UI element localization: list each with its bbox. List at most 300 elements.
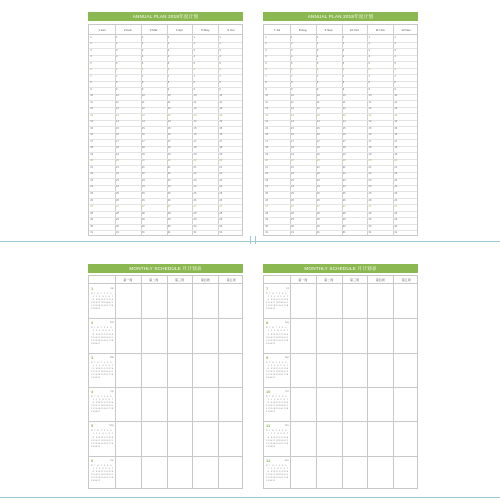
- day-number: 9: [90, 87, 92, 91]
- day-number: 29: [167, 218, 171, 222]
- day-number: 22: [141, 172, 145, 176]
- day-number: 15: [90, 126, 94, 130]
- month-name: Nov: [284, 424, 289, 428]
- mini-calendar-days: M T W T F S S 1 2 3 4 5 6 7 8 91011121314 15161718192021 22232425262728 293031: [266, 430, 289, 448]
- day-number: 16: [90, 133, 94, 137]
- day-number: 10: [141, 94, 145, 98]
- day-number: 13: [394, 113, 398, 117]
- day-number: 2: [342, 42, 345, 46]
- day-number: 10: [167, 94, 171, 98]
- day-number: 9: [193, 87, 195, 91]
- day-number: 8: [116, 81, 118, 85]
- day-number: 18: [219, 146, 223, 150]
- day-number: 9: [265, 87, 267, 91]
- day-number: 30: [167, 224, 171, 228]
- day-number: 13: [167, 113, 171, 117]
- month-name: Dec: [284, 458, 289, 462]
- day-number: 4: [342, 55, 345, 59]
- day-number: 31: [193, 231, 197, 235]
- day-number: 16: [116, 133, 119, 137]
- day-number: 24: [342, 185, 346, 189]
- day-number: 9: [167, 87, 170, 91]
- mini-calendar-days: M T W T F S S 1 2 3 4 5 6 7 8 91011121314 15161718192021 22232425262728 293031: [266, 396, 289, 414]
- month-column-header: 2 Feb: [123, 28, 132, 32]
- day-number: 1: [116, 35, 118, 39]
- day-number: 30: [219, 224, 223, 228]
- day-number: 15: [394, 126, 398, 130]
- day-number: 8: [265, 81, 267, 85]
- day-number: 9: [219, 87, 221, 91]
- day-number: 14: [265, 120, 269, 124]
- day-number: 22: [193, 172, 197, 176]
- day-number: 27: [265, 205, 269, 209]
- day-number: 16: [394, 133, 398, 137]
- day-number: 4: [265, 55, 267, 59]
- day-number: 8: [316, 81, 319, 85]
- day-number: 20: [141, 159, 145, 163]
- day-number: 26: [90, 198, 94, 202]
- day-number: 4: [193, 55, 195, 59]
- week-column-header: 第五周: [226, 278, 236, 282]
- day-number: 4: [394, 55, 396, 59]
- day-number: 22: [342, 172, 346, 176]
- day-number: 15: [219, 126, 223, 130]
- day-number: 11: [291, 100, 294, 104]
- day-number: 24: [316, 185, 320, 189]
- day-number: 5: [291, 61, 293, 65]
- day-number: 5: [116, 61, 118, 65]
- day-number: 1: [316, 35, 319, 39]
- day-number: 12: [291, 107, 294, 111]
- day-number: 31: [141, 231, 145, 235]
- day-number: 16: [316, 133, 320, 137]
- mini-calendar: [266, 424, 289, 449]
- day-number: 15: [342, 126, 346, 130]
- day-number: 16: [141, 133, 145, 137]
- day-number: 20: [316, 159, 320, 163]
- day-number: 5: [316, 61, 319, 65]
- day-number: 27: [291, 205, 294, 209]
- day-number: 4: [368, 55, 370, 59]
- day-number: 20: [368, 159, 372, 163]
- day-number: 7: [167, 74, 170, 78]
- day-number: 15: [141, 126, 145, 130]
- month-number: 11: [266, 423, 271, 429]
- day-number: 20: [394, 159, 398, 163]
- day-number: 2: [90, 42, 92, 46]
- day-number: 26: [141, 198, 145, 202]
- day-number: 2: [141, 42, 144, 46]
- day-number: 29: [342, 218, 346, 222]
- day-number: 13: [141, 113, 145, 117]
- day-number: 14: [219, 120, 223, 124]
- day-number: 12: [219, 107, 223, 111]
- monthly-schedule-title: MONTHLY SCHEDULE 月计划表: [263, 264, 418, 273]
- page-bottom-rule: [0, 497, 500, 498]
- day-number: 29: [141, 218, 145, 222]
- day-number: 16: [193, 133, 197, 137]
- day-number: 31: [368, 231, 372, 235]
- day-number: 12: [316, 107, 320, 111]
- day-number: 21: [368, 165, 372, 169]
- day-number: 26: [265, 198, 269, 202]
- day-number: 12: [90, 107, 94, 111]
- day-number: 15: [116, 126, 119, 130]
- day-number: 28: [90, 211, 94, 215]
- day-number: 25: [116, 191, 119, 195]
- day-number: 13: [265, 113, 269, 117]
- day-number: 9: [394, 87, 396, 91]
- day-number: 11: [193, 100, 197, 104]
- day-number: 15: [193, 126, 197, 130]
- day-number: 26: [219, 198, 223, 202]
- annual-plan-title: ANNUAL PLAN 2018年度计划: [263, 12, 418, 21]
- day-number: 30: [394, 224, 398, 228]
- day-number: 27: [219, 205, 223, 209]
- mini-calendar-days: M T W T F S S 1 2 3 4 5 6 7 8 91011121314 15161718192021 22232425262728 293031: [91, 464, 114, 483]
- mini-calendar: [91, 321, 114, 346]
- mini-calendar: [266, 321, 289, 346]
- day-number: 7: [316, 74, 319, 78]
- day-number: 10: [342, 94, 346, 98]
- day-number: 20: [219, 159, 223, 163]
- day-number: 5: [342, 61, 345, 65]
- day-number: 27: [368, 205, 372, 209]
- month-column-header: 1 Jan: [98, 28, 106, 32]
- day-number: 23: [368, 178, 372, 182]
- day-number: 11: [90, 100, 93, 104]
- day-number: 19: [193, 152, 197, 156]
- day-number: 9: [141, 87, 144, 91]
- day-number: 25: [316, 191, 320, 195]
- day-number: 23: [265, 178, 269, 182]
- annual-plan-page-left: [83, 4, 248, 243]
- day-number: 3: [394, 48, 396, 52]
- day-number: 8: [394, 81, 396, 85]
- day-number: 20: [342, 159, 346, 163]
- day-number: 6: [291, 68, 293, 72]
- day-number: 25: [193, 191, 197, 195]
- day-number: 17: [394, 139, 398, 143]
- day-number: 22: [167, 172, 171, 176]
- day-number: 8: [90, 81, 92, 85]
- month-column-header: 10 Oct: [349, 28, 359, 32]
- day-number: 5: [368, 61, 370, 65]
- mini-calendar: [91, 459, 114, 484]
- week-column-header: 第三周: [349, 278, 359, 282]
- row-rule: [264, 318, 417, 319]
- monthly-table: [263, 275, 418, 489]
- day-number: 24: [265, 185, 269, 189]
- day-number: 3: [342, 48, 345, 52]
- day-number: 4: [291, 55, 293, 59]
- day-number: 23: [394, 178, 398, 182]
- day-number: 14: [116, 120, 119, 124]
- day-number: 6: [394, 68, 396, 72]
- day-number: 18: [394, 146, 398, 150]
- monthly-schedule-page-right: [258, 259, 423, 496]
- annual-plan-title: ANNUAL PLAN 2018年度计划: [88, 12, 243, 21]
- day-number: 6: [368, 68, 370, 72]
- day-number: 2: [368, 42, 370, 46]
- month-number: 1: [91, 286, 94, 291]
- day-number: 14: [342, 120, 346, 124]
- day-number: 11: [368, 100, 372, 104]
- week-column-header: 第一周: [123, 278, 133, 282]
- day-number: 17: [219, 139, 223, 143]
- day-number: 5: [193, 61, 195, 65]
- week-column-header: 第四周: [375, 278, 385, 282]
- day-number: 28: [219, 211, 223, 215]
- day-number: 2: [167, 42, 170, 46]
- day-number: 9: [116, 87, 118, 91]
- day-number: 7: [265, 74, 267, 78]
- day-number: 7: [342, 74, 345, 78]
- day-number: 17: [167, 139, 171, 143]
- month-name: Oct: [285, 390, 289, 393]
- page-divider-mark: [255, 236, 259, 244]
- day-number: 4: [167, 55, 170, 59]
- day-number: 17: [316, 139, 320, 143]
- day-number: 30: [193, 224, 197, 228]
- day-number: 13: [90, 113, 94, 117]
- day-number: 14: [368, 120, 372, 124]
- day-number: 2: [291, 42, 293, 46]
- day-number: 1: [141, 35, 144, 39]
- day-number: 20: [193, 159, 197, 163]
- day-number: 23: [193, 178, 197, 182]
- month-number: 3: [91, 354, 94, 360]
- day-number: 27: [141, 205, 145, 209]
- day-number: 19: [342, 152, 346, 156]
- day-number: 1: [193, 35, 195, 39]
- day-number: 23: [116, 178, 119, 182]
- month-column-header: 4 Apr: [175, 28, 183, 32]
- day-number: 14: [394, 120, 398, 124]
- day-number: 27: [316, 205, 320, 209]
- mini-calendar: [266, 390, 289, 415]
- day-number: 23: [141, 178, 145, 182]
- monthly-table: [88, 275, 243, 489]
- day-number: 25: [90, 191, 94, 195]
- month-name: Apr: [110, 390, 114, 393]
- day-number: 28: [141, 211, 145, 215]
- day-number: 7: [291, 74, 293, 78]
- day-number: 28: [342, 211, 346, 215]
- month-column-header: 9 Sep: [324, 28, 333, 32]
- day-number: 1: [219, 35, 221, 39]
- day-number: 26: [193, 198, 197, 202]
- day-number: 20: [167, 159, 171, 163]
- day-number: 29: [116, 218, 119, 222]
- week-column-header: 第二周: [324, 278, 334, 282]
- day-number: 28: [116, 211, 119, 215]
- day-number: 31: [291, 231, 294, 235]
- day-number: 10: [193, 94, 197, 98]
- day-number: 1: [394, 35, 396, 39]
- day-number: 5: [167, 61, 170, 65]
- day-number: 19: [394, 152, 398, 156]
- month-number: 12: [266, 457, 271, 463]
- day-number: 29: [316, 218, 320, 222]
- day-number: 16: [368, 133, 372, 137]
- day-number: 3: [219, 48, 221, 52]
- day-number: 31: [316, 231, 320, 235]
- day-number: 31: [90, 231, 94, 235]
- day-number: 31: [342, 231, 346, 235]
- day-number: 21: [342, 165, 346, 169]
- day-number: 7: [219, 74, 221, 78]
- day-number: 21: [116, 165, 119, 169]
- day-number: 4: [219, 55, 221, 59]
- day-number: 21: [394, 165, 398, 169]
- day-number: 26: [116, 198, 119, 202]
- day-number: 4: [116, 55, 118, 59]
- page-divider-mark: [250, 236, 254, 244]
- mini-calendar: [266, 356, 289, 381]
- day-number: 13: [219, 113, 223, 117]
- day-number: 21: [291, 165, 294, 169]
- month-number: 8: [266, 320, 269, 326]
- annual-plan-page-right: [258, 4, 423, 243]
- day-number: 29: [90, 218, 94, 222]
- week-column-header: 第三周: [174, 278, 184, 282]
- day-number: 24: [141, 185, 145, 189]
- day-number: 17: [368, 139, 372, 143]
- mini-calendar: [91, 424, 114, 449]
- mini-calendar: [266, 287, 289, 312]
- day-number: 22: [368, 172, 372, 176]
- day-number: 27: [167, 205, 171, 209]
- day-number: 12: [265, 107, 269, 111]
- month-name: Sep: [284, 355, 289, 359]
- day-number: 2: [219, 42, 221, 46]
- month-column-header: 3 Mar: [149, 28, 158, 32]
- day-number: 14: [193, 120, 197, 124]
- row-rule: [89, 421, 242, 422]
- day-number: 24: [90, 185, 94, 189]
- day-number: 17: [265, 139, 269, 143]
- day-number: 11: [167, 100, 171, 104]
- day-number: 9: [316, 87, 319, 91]
- day-number: 16: [291, 133, 294, 137]
- day-number: 29: [291, 218, 294, 222]
- month-column-header: 12 Dec: [401, 28, 411, 32]
- day-number: 20: [265, 159, 269, 163]
- day-number: 11: [219, 100, 223, 104]
- day-number: 21: [219, 165, 223, 169]
- month-name: Feb: [109, 321, 114, 325]
- day-number: 18: [265, 146, 269, 150]
- day-number: 3: [368, 48, 370, 52]
- day-number: 10: [291, 94, 294, 98]
- day-number: 13: [368, 113, 372, 117]
- day-number: 3: [316, 48, 319, 52]
- day-number: 26: [316, 198, 320, 202]
- day-number: 1: [291, 35, 293, 39]
- mini-calendar: [91, 356, 114, 381]
- day-number: 15: [167, 126, 171, 130]
- day-number: 30: [342, 224, 346, 228]
- day-number: 18: [193, 146, 197, 150]
- day-number: 27: [342, 205, 346, 209]
- day-number: 16: [219, 133, 223, 137]
- day-number: 18: [167, 146, 171, 150]
- day-number: 22: [219, 172, 223, 176]
- day-number: 8: [342, 81, 345, 85]
- day-number: 6: [265, 68, 267, 72]
- row-rule: [89, 387, 242, 388]
- day-number: 29: [265, 218, 269, 222]
- day-number: 25: [342, 191, 346, 195]
- day-number: 11: [394, 100, 398, 104]
- month-number: 10: [266, 389, 271, 394]
- week-column-header: [89, 276, 115, 284]
- day-number: 23: [219, 178, 223, 182]
- day-number: 19: [141, 152, 145, 156]
- day-number: 21: [167, 165, 171, 169]
- day-number: 30: [116, 224, 119, 228]
- day-number: 10: [316, 94, 320, 98]
- day-number: 17: [141, 139, 145, 143]
- row-rule: [264, 387, 417, 388]
- annual-grid: [263, 24, 418, 236]
- day-number: 25: [394, 191, 398, 195]
- week-column-header: [264, 276, 290, 284]
- day-number: 5: [90, 61, 92, 65]
- day-number: 30: [368, 224, 372, 228]
- mini-calendar: [91, 390, 114, 415]
- day-number: 19: [265, 152, 269, 156]
- day-number: 14: [291, 120, 294, 124]
- day-number: 15: [265, 126, 269, 130]
- day-number: 3: [90, 48, 92, 52]
- day-number: 25: [265, 191, 269, 195]
- day-number: 31: [219, 231, 223, 235]
- day-number: 10: [265, 94, 269, 98]
- mini-calendar: [91, 287, 114, 312]
- day-number: 19: [90, 152, 94, 156]
- day-number: 21: [90, 165, 94, 169]
- day-number: 19: [219, 152, 223, 156]
- day-number: 31: [394, 231, 398, 235]
- day-number: 12: [193, 107, 197, 111]
- day-number: 17: [342, 139, 346, 143]
- day-number: 12: [394, 107, 398, 111]
- day-number: 7: [141, 74, 144, 78]
- day-number: 29: [394, 218, 398, 222]
- month-number: 2: [91, 320, 94, 326]
- day-number: 13: [291, 113, 294, 117]
- day-number: 3: [116, 48, 118, 52]
- day-number: 11: [342, 100, 346, 104]
- day-number: 23: [90, 178, 94, 182]
- day-number: 18: [116, 146, 119, 150]
- day-number: 30: [141, 224, 145, 228]
- day-number: 4: [90, 55, 92, 59]
- day-number: 12: [141, 107, 145, 111]
- day-number: 11: [316, 100, 320, 104]
- mini-calendar-days: M T W T F S S 1 2 3 4 5 6 7 8 91011121314 15161718192021 22232425262728 293031: [266, 361, 289, 380]
- day-number: 28: [316, 211, 320, 215]
- day-number: 27: [116, 205, 119, 209]
- day-number: 4: [316, 55, 319, 59]
- day-number: 29: [368, 218, 372, 222]
- day-number: 16: [265, 133, 269, 137]
- month-name: Aug: [284, 321, 289, 325]
- day-number: 24: [116, 185, 119, 189]
- day-number: 30: [316, 224, 320, 228]
